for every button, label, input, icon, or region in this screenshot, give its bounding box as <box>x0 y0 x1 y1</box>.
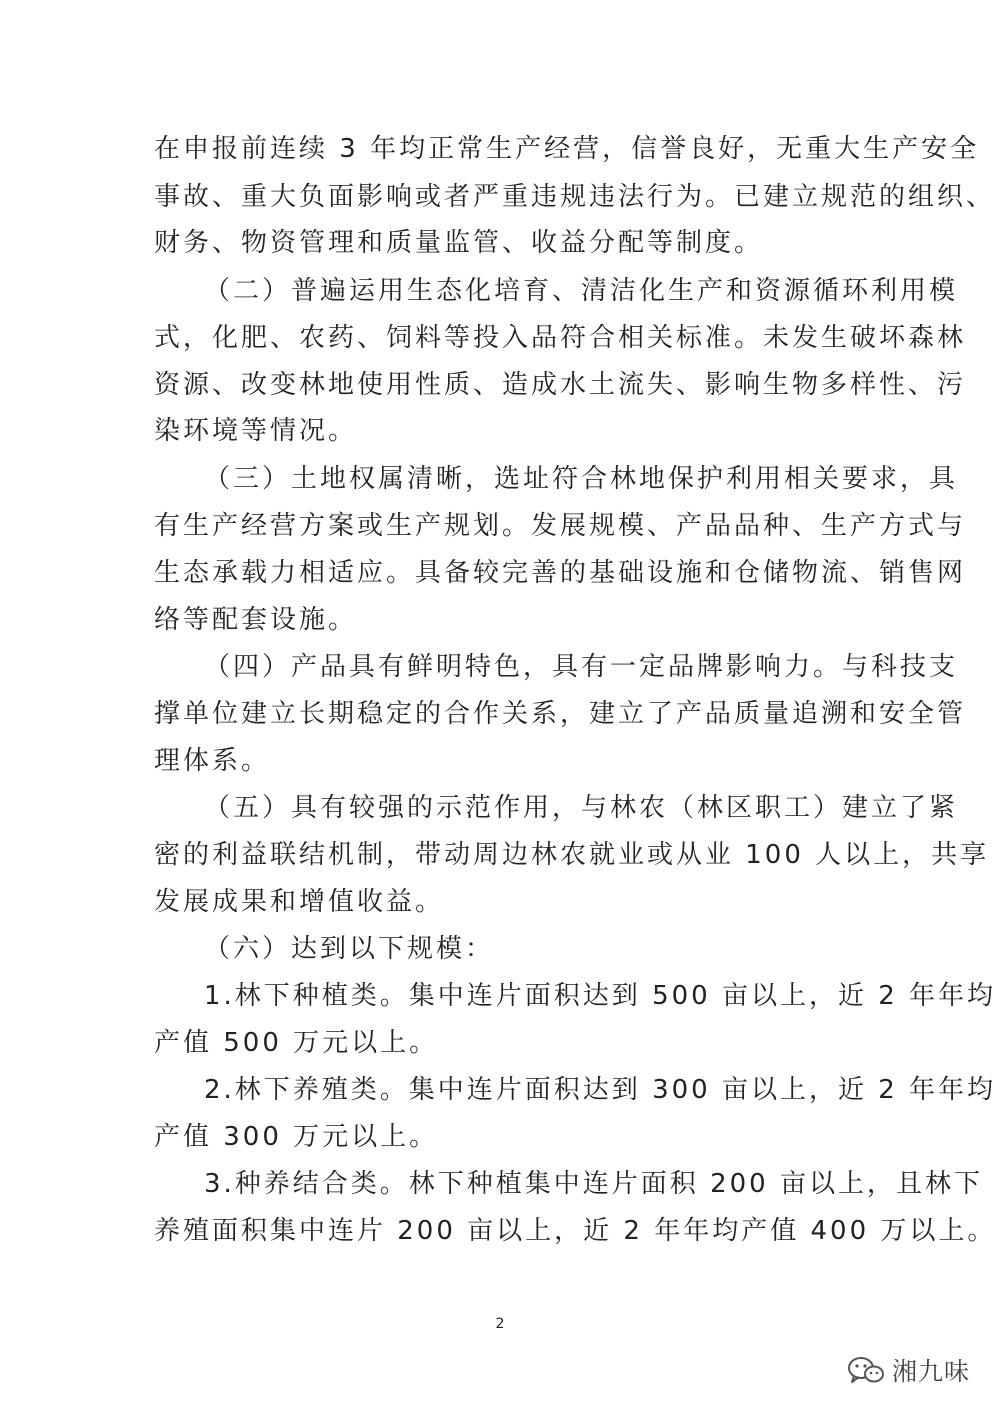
body-line: 产值 300 万元以上。 <box>154 1122 439 1152</box>
body-line: 3.种养结合类。林下种植集中连片面积 200 亩以上，且林下 <box>204 1169 983 1199</box>
body-line: 发展成果和增值收益。 <box>154 887 445 917</box>
body-line: 养殖面积集中连片 200 亩以上，近 2 年年均产值 400 万以上。 <box>154 1216 997 1246</box>
watermark-text: 湘九味 <box>892 1357 971 1386</box>
watermark <box>846 1352 970 1388</box>
body-line: 在申报前连续 3 年均正常生产经营，信誉良好，无重大生产安全 <box>154 134 980 164</box>
body-line: 财务、物资管理和质量监管、收益分配等制度。 <box>154 228 764 258</box>
body-line: （二）普遍运用生态化培育、清洁化生产和资源循环利用模 <box>204 276 959 306</box>
body-line: 撑单位建立长期稳定的合作关系，建立了产品质量追溯和安全管 <box>154 699 967 729</box>
body-line: 资源、改变林地使用性质、造成水土流失、影响生物多样性、污 <box>154 370 967 400</box>
body-line: （五）具有较强的示范作用，与林农（林区职工）建立了紧 <box>204 793 959 823</box>
body-line: 有生产经营方案或生产规划。发展规模、产品品种、生产方式与 <box>154 511 967 541</box>
body-line: 事故、重大负面影响或者严重违规违法行为。已建立规范的组织、 <box>154 182 996 212</box>
body-line: 2.林下养殖类。集中连片面积达到 300 亩以上，近 2 年年均 <box>204 1075 997 1105</box>
body-line: 密的利益联结机制，带动周边林农就业或从业 100 人以上，共享 <box>154 840 990 870</box>
wechat-icon <box>846 1355 886 1385</box>
body-line: 络等配套设施。 <box>154 605 358 635</box>
body-line: 式，化肥、农药、饲料等投入品符合相关标准。未发生破坏森林 <box>154 323 967 353</box>
body-line: 理体系。 <box>154 746 271 776</box>
body-line: 1.林下种植类。集中连片面积达到 500 亩以上，近 2 年年均 <box>204 981 997 1011</box>
body-line: 生态承载力相适应。具备较完善的基础设施和仓储物流、销售网 <box>154 558 967 588</box>
body-line: （六）达到以下规模： <box>204 934 495 964</box>
body-line: 染环境等情况。 <box>154 416 358 446</box>
page-number: 2 <box>495 1316 505 1332</box>
body-line: （三）土地权属清晰，选址符合林地保护利用相关要求，具 <box>204 464 959 494</box>
body-line: （四）产品具有鲜明特色，具有一定品牌影响力。与科技支 <box>204 652 959 682</box>
body-line: 产值 500 万元以上。 <box>154 1028 439 1058</box>
